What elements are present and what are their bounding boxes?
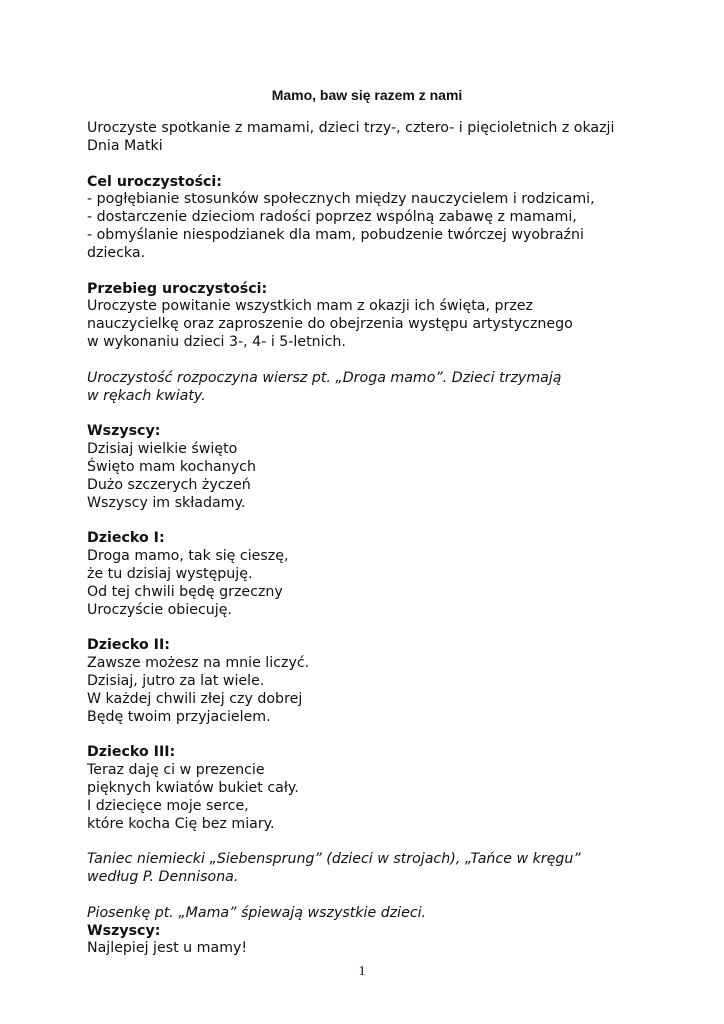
course-heading: Przebieg uroczystości: — [87, 280, 268, 297]
speaker-heading: Dziecko I: — [87, 530, 165, 547]
course-section — [87, 281, 647, 352]
verse-line: Najlepiej jest u mamy! — [87, 940, 248, 957]
goals-section — [87, 174, 647, 263]
goals-line: dziecka. — [87, 244, 146, 261]
goals-line: - pogłębianie stosunków społecznych między nauczycielem i rodzicami, — [87, 191, 595, 208]
verse-line: I dziecięce moje serce, — [87, 797, 249, 814]
opening-note — [87, 370, 647, 406]
verse-line: że tu dzisiaj występuję. — [87, 565, 253, 582]
dance-note-line: według P. Dennisona. — [87, 869, 239, 886]
all-verse-1 — [87, 423, 647, 512]
child-2-verse — [87, 637, 647, 726]
intro-paragraph — [87, 120, 647, 156]
speaker-heading: Dziecko III: — [87, 744, 176, 761]
verse-line: Od tej chwili będę grzeczny — [87, 583, 283, 600]
opening-note-line: Uroczystość rozpoczyna wiersz pt. „Droga mamo”. Dzieci trzymają — [87, 369, 562, 386]
verse-line: Wszyscy im składamy. — [87, 494, 246, 511]
verse-line: pięknych kwiatów bukiet cały. — [87, 779, 299, 796]
course-line: nauczycielkę oraz zaproszenie do obejrzenia występu artystycznego — [87, 316, 573, 333]
page-number: 1 — [358, 964, 366, 979]
intro-line: Uroczyste spotkanie z mamami, dzieci trzy-, cztero- i pięcioletnich z okazji — [87, 120, 615, 136]
goals-line: - dostarczenie dzieciom radości poprzez wspólną zabawę z mamami, — [87, 209, 577, 226]
verse-line: Teraz daję ci w prezencie — [87, 762, 265, 779]
course-line: Uroczyste powitanie wszystkich mam z okazji ich święta, przez — [87, 298, 533, 315]
verse-line: Dużo szczerych życzeń — [87, 476, 251, 493]
verse-line: Droga mamo, tak się cieszę, — [87, 548, 289, 565]
verse-line: Zawsze możesz na mnie liczyć. — [87, 655, 310, 672]
course-line: w wykonaniu dzieci 3-, 4- i 5-letnich. — [87, 333, 346, 350]
song-section — [87, 905, 647, 958]
verse-line: W każdej chwili złej czy dobrej — [87, 690, 303, 707]
verse-line: które kocha Cię bez miary. — [87, 815, 275, 832]
song-note: Piosenkę pt. „Mama” śpiewają wszystkie dzieci. — [87, 904, 427, 921]
verse-line: Uroczyście obiecuję. — [87, 601, 232, 618]
child-3-verse — [87, 744, 647, 833]
document-page — [87, 86, 647, 976]
verse-line: Święto mam kochanych — [87, 458, 256, 475]
goals-heading: Cel uroczystości: — [87, 173, 222, 190]
speaker-heading: Wszyscy: — [87, 423, 161, 440]
child-1-verse — [87, 530, 647, 619]
speaker-heading: Dziecko II: — [87, 637, 170, 654]
dance-note-line: Taniec niemiecki „Siebensprung” (dzieci w strojach), „Tańce w kręgu” — [87, 851, 581, 868]
intro-line: Dnia Matki — [87, 137, 163, 154]
goals-line: - obmyślanie niespodzianek dla mam, pobudzenie twórczej wyobraźni — [87, 226, 584, 243]
opening-note-line: w rękach kwiaty. — [87, 387, 206, 404]
document-title: Mamo, baw się razem z nami — [271, 87, 463, 103]
dance-note — [87, 851, 647, 887]
speaker-heading: Wszyscy: — [87, 922, 161, 939]
verse-line: Będę twoim przyjacielem. — [87, 708, 271, 725]
verse-line: Dzisiaj wielkie święto — [87, 441, 238, 458]
verse-line: Dzisiaj, jutro za lat wiele. — [87, 672, 265, 689]
